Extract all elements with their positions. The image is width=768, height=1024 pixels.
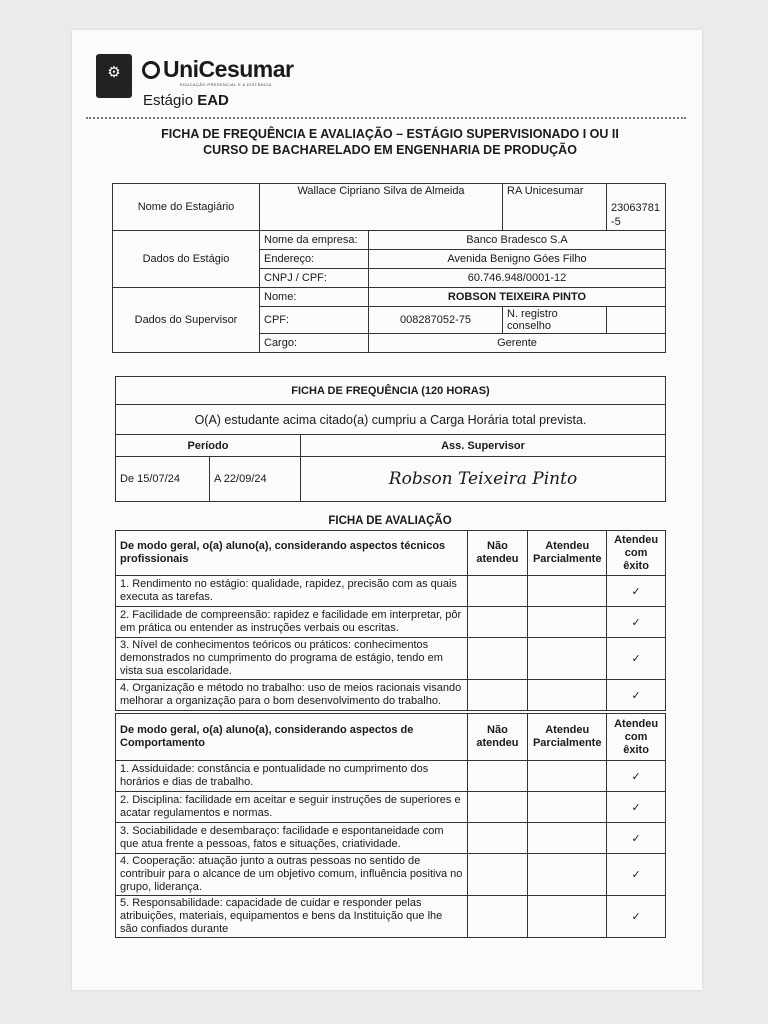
- criterio-text: 1. Rendimento no estágio: qualidade, rapidez, precisão com as quais executa as tarefas.: [116, 576, 468, 607]
- unicesumar-logo-icon: ⚙: [96, 54, 132, 98]
- col-atendeu-exito: Atendeu com êxito: [607, 531, 666, 576]
- parcial-cell: [528, 823, 607, 854]
- ra-value-line1: 23063781: [611, 202, 660, 214]
- nao-atendeu-cell: [467, 680, 528, 711]
- document-subtitle: CURSO DE BACHARELADO EM ENGENHARIA DE PRODUÇÃO: [203, 143, 577, 157]
- frequencia-table: [115, 376, 666, 502]
- table-row: [116, 854, 666, 896]
- criterio-text: 2. Disciplina: facilidade em aceitar e seguir instruções de superiores e acatar regulamentos e normas.: [116, 792, 468, 823]
- criterio-text: 1. Assiduidade: constância e pontualidade no cumprimento dos horários e dias de trabalho.: [116, 761, 468, 792]
- brand-logo: [142, 56, 293, 83]
- frequencia-statement: O(A) estudante acima citado(a) cumpriu a Carga Horária total prevista.: [116, 405, 666, 435]
- parcial-cell: [528, 761, 607, 792]
- cnpj-value: 60.746.948/0001-12: [369, 269, 666, 288]
- supervisor-signature: Robson Teixeira Pinto: [301, 457, 666, 502]
- cnpj-label: CNPJ / CPF:: [260, 269, 369, 288]
- table-row: [116, 761, 666, 792]
- header-divider: [86, 117, 686, 119]
- table-row: [116, 680, 666, 711]
- parcial-cell: [528, 680, 607, 711]
- brand-tagline: EDUCAÇÃO PRESENCIAL E A DISTÂNCIA: [180, 82, 272, 87]
- check-icon: ✓: [607, 823, 666, 854]
- registro-value: [607, 307, 666, 334]
- supervisor-nome: ROBSON TEIXEIRA PINTO: [369, 288, 666, 307]
- table-row: [116, 823, 666, 854]
- parcial-cell: [528, 896, 607, 938]
- dados-table: [112, 183, 666, 353]
- ra-label: RA Unicesumar: [503, 184, 607, 231]
- supervisor-nome-label: Nome:: [260, 288, 369, 307]
- tecnicos-header: De modo geral, o(a) aluno(a), considerando aspectos técnicos profissionais: [116, 531, 468, 576]
- ra-value: [607, 184, 666, 231]
- check-icon: ✓: [607, 761, 666, 792]
- parcial-cell: [528, 607, 607, 638]
- check-icon: ✓: [607, 792, 666, 823]
- criterio-text: 3. Sociabilidade e desembaraço: facilidade e espontaneidade com que atua frente a pessoas, fatos e situações, criatividade.: [116, 823, 468, 854]
- criterio-text: 4. Cooperação: atuação junto a outras pessoas no sentido de contribuir para o alcance de um objetivo comum, influência positiva no grupo, liderança.: [116, 854, 468, 896]
- brand-name: UniCesumar: [163, 56, 294, 82]
- estagiario-label: Nome do Estagiário: [113, 184, 260, 231]
- estagio-suffix: EAD: [197, 92, 229, 109]
- check-icon: ✓: [607, 638, 666, 680]
- supervisor-cargo-label: Cargo:: [260, 334, 369, 353]
- supervisor-cpf-label: CPF:: [260, 307, 369, 334]
- frequencia-title: FICHA DE FREQUÊNCIA (120 HORAS): [116, 377, 666, 405]
- empresa-value: Banco Bradesco S.A: [369, 231, 666, 250]
- supervisor-cargo: Gerente: [369, 334, 666, 353]
- nao-atendeu-cell: [467, 792, 528, 823]
- parcial-cell: [528, 638, 607, 680]
- avaliacao-comportamento-table: [115, 713, 666, 938]
- criterio-text: 5. Responsabilidade: capacidade de cuidar e responder pelas atribuições, materiais, equipamentos e bens da Instituição que lhe são confiados durante: [116, 896, 468, 938]
- avaliacao-tecnicos-table: [115, 530, 666, 711]
- check-icon: ✓: [607, 680, 666, 711]
- parcial-cell: [528, 854, 607, 896]
- supervisor-label: Dados do Supervisor: [113, 288, 260, 353]
- periodo-ate: A 22/09/24: [210, 457, 301, 502]
- col-atendeu-parcialmente: Atendeu Parcialmente: [528, 714, 607, 761]
- criterio-text: 4. Organização e método no trabalho: uso de meios racionais visando melhorar a organização para o bom desenvolvimento do trabalho.: [116, 680, 468, 711]
- periodo-label: Período: [116, 435, 301, 457]
- table-row: [116, 638, 666, 680]
- nao-atendeu-cell: [467, 823, 528, 854]
- col-atendeu-parcialmente: Atendeu Parcialmente: [528, 531, 607, 576]
- table-row: [116, 792, 666, 823]
- criterio-text: 2. Facilidade de compreensão: rapidez e facilidade em interpretar, pôr em prática ou entender as instruções verbais ou escritas.: [116, 607, 468, 638]
- table-row: [116, 576, 666, 607]
- nao-atendeu-cell: [467, 576, 528, 607]
- nao-atendeu-cell: [467, 638, 528, 680]
- nao-atendeu-cell: [467, 761, 528, 792]
- document-title: FICHA DE FREQUÊNCIA E AVALIAÇÃO – ESTÁGIO SUPERVISIONADO I OU II: [161, 127, 619, 141]
- ra-value-line2: -5: [611, 216, 621, 228]
- periodo-de: De 15/07/24: [116, 457, 210, 502]
- criterio-text: 3. Nível de conhecimentos teóricos ou práticos: conhecimentos demonstrados no cumprimento do programa de estágio, tendo em vista sua escolaridade.: [116, 638, 468, 680]
- nao-atendeu-cell: [467, 607, 528, 638]
- col-nao-atendeu: Não atendeu: [467, 714, 528, 761]
- estagio-ead-label: [143, 92, 229, 109]
- estagiario-nome: Wallace Cipriano Silva de Almeida: [260, 184, 503, 231]
- ass-supervisor-label: Ass. Supervisor: [301, 435, 666, 457]
- check-icon: ✓: [607, 607, 666, 638]
- empresa-label: Nome da empresa:: [260, 231, 369, 250]
- table-row: [116, 896, 666, 938]
- nao-atendeu-cell: [467, 854, 528, 896]
- check-icon: ✓: [607, 854, 666, 896]
- endereco-label: Endereço:: [260, 250, 369, 269]
- col-nao-atendeu: Não atendeu: [467, 531, 528, 576]
- avaliacao-title: FICHA DE AVALIAÇÃO: [328, 515, 452, 527]
- check-icon: ✓: [607, 576, 666, 607]
- col-atendeu-exito: Atendeu com êxito: [607, 714, 666, 761]
- supervisor-cpf: 008287052-75: [369, 307, 503, 334]
- estagio-label: Dados do Estágio: [113, 231, 260, 288]
- parcial-cell: [528, 792, 607, 823]
- estagio-prefix: Estágio: [143, 92, 194, 109]
- nao-atendeu-cell: [467, 896, 528, 938]
- check-icon: ✓: [607, 896, 666, 938]
- parcial-cell: [528, 576, 607, 607]
- comportamento-header: De modo geral, o(a) aluno(a), considerando aspectos de Comportamento: [116, 714, 468, 761]
- registro-label: N. registro conselho: [503, 307, 607, 334]
- table-row: [116, 607, 666, 638]
- endereco-value: Avenida Benigno Góes Filho: [369, 250, 666, 269]
